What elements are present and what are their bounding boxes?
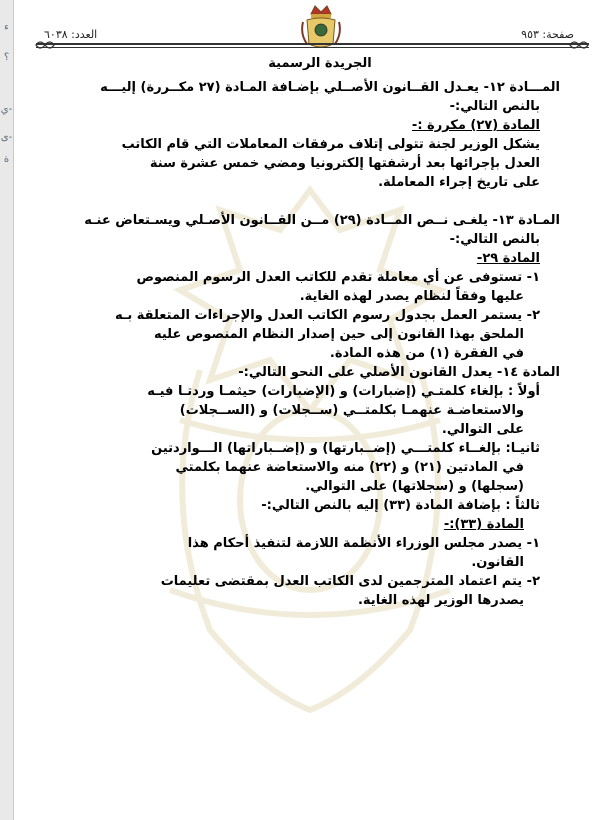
strip-glyph: ى- xyxy=(0,132,13,143)
article-text: العدل بإجرائها بعد أرشفتها إلكترونيا ومضي خمس عشرة سنة xyxy=(149,156,540,171)
article-item: ١- تستوفى عن أي معاملة تقدم للكاتب العدل الرسوم المنصوص xyxy=(136,270,540,285)
article-clause: ثالثاً : بإضافة المادة (٣٣) إليه بالنص التالي:- xyxy=(261,498,540,513)
document-body xyxy=(20,78,560,610)
strip-glyph: ي- xyxy=(0,104,13,115)
gazette-title: الجريدة الرسمية xyxy=(268,56,372,71)
strip-glyph: ة xyxy=(3,154,10,165)
article-heading-cont: بالنص التالي:- xyxy=(449,99,540,114)
strip-glyph: ء xyxy=(4,22,9,33)
article-clause-cont: والاستعاضـة عنهمـا بكلمتــي (ســجلات) و (الســجلات) xyxy=(179,403,524,418)
article-clause-cont: على التوالي. xyxy=(441,422,524,437)
article-item-cont: عليها وفقاً لنظام يصدر لهذه الغاية. xyxy=(299,289,524,304)
article-text: على تاريخ إجراء المعاملة. xyxy=(378,175,540,190)
article-item-cont: يصدرها الوزير لهذه الغاية. xyxy=(357,593,524,608)
left-viewer-strip xyxy=(0,0,14,820)
article-item-cont: الملحق بهذا القانون إلى حين إصدار النظام المنصوص عليه xyxy=(153,327,524,342)
sub-article-heading: المادة (٣٣):- xyxy=(443,517,524,532)
header-rule xyxy=(36,43,589,45)
article-item: ٢- يستمر العمل بجدول رسوم الكاتب العدل والإجراءات المتعلقة بـه xyxy=(115,308,540,323)
article-item: ١- يصدر مجلس الوزراء الأنظمة اللازمة لتنفيذ أحكام هذا xyxy=(187,536,540,551)
article-item-cont: القانون. xyxy=(471,555,524,570)
article-clause: ثانيـا: بإلغــاء كلمتـــي (إضــبارتها) و (إضــباراتها) الـــواردتين xyxy=(151,441,540,456)
article-14 xyxy=(20,363,560,610)
header-rule-thin xyxy=(36,47,589,48)
strip-glyph: ؟ xyxy=(3,52,10,63)
article-heading: المـــادة ١٢- يعـدل القــانون الأصــلي بإضـافة المـادة (٢٧ مكــررة) إليـــه xyxy=(100,80,560,95)
article-clause: أولاً : بإلغاء كلمتـي (إضبارات) و (الإضبارات) حيثمـا وردتـا فيـه xyxy=(147,384,540,399)
article-clause-cont: (سجلها) و (سجلاتها) على التوالي. xyxy=(305,479,524,494)
article-heading: المـادة ١٣- يلغـى نــص المــادة (٢٩) مــن القــانون الأصـلي ويسـتعاض عنـه xyxy=(84,213,560,228)
article-text: يشكل الوزير لجنة تتولى إتلاف مرفقات المعاملات التي قام الكاتب xyxy=(121,137,540,152)
article-item-cont: في الفقرة (١) من هذه المادة. xyxy=(329,346,524,361)
article-heading: المادة ١٤- يعدل القانون الأصلي على النحو التالي:- xyxy=(238,365,560,380)
page-number: صفحة: ٩٥٣ xyxy=(521,28,574,41)
article-item: ٢- يتم اعتماد المترجمين لدى الكاتب العدل بمقتضى تعليمات xyxy=(160,574,540,589)
article-13 xyxy=(20,211,560,363)
article-clause-cont: في المادتين (٢١) و (٢٢) منه والاستعاضة عنهما بكلمتي xyxy=(175,460,524,475)
article-12 xyxy=(20,78,560,192)
article-heading-cont: بالنص التالي:- xyxy=(449,232,540,247)
issue-number: العدد: ٦٠٣٨ xyxy=(44,28,98,41)
sub-article-heading: المادة (٢٧) مكررة :- xyxy=(411,118,540,133)
sub-article-heading: المادة ٢٩- xyxy=(476,251,540,266)
